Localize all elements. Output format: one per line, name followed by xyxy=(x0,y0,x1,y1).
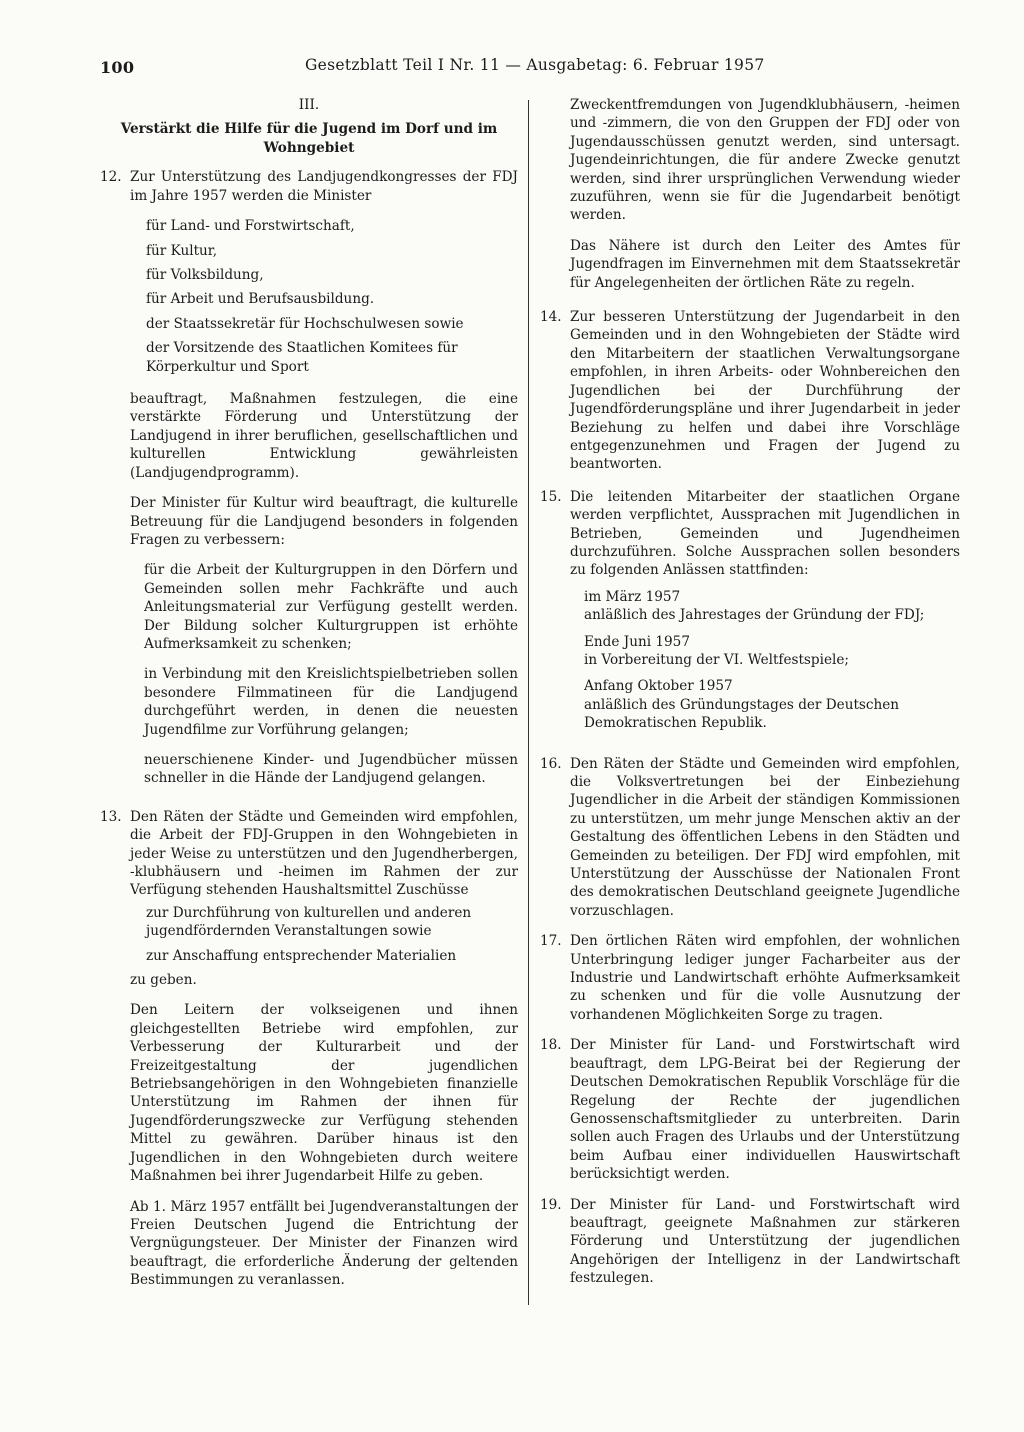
item-19-text: Der Minister für Land- und Forstwirtschaft wird beauftragt, geeignete Maßnahmen zur stärkeren Förderung und Unterstützung der jugendlichen Angehörigen der Intelligenz in der Landwirtschaft festzulegen. xyxy=(570,1196,960,1287)
list-item: für Arbeit und Berufsausbildung. xyxy=(146,291,375,308)
item-number: 12. xyxy=(100,169,122,186)
item-13-paragraph: Den Leitern der volkseigenen und ihnen gleichgestellten Betriebe wird empfohlen, zur Verbesserung der Kulturarbeit und der Freizeitgestaltung der jugendlichen Betriebsangehörigen in den Wohngebieten finanzielle Unterstützung im Rahmen der ihnen für Jugendförderungszwecke zur Verfügung stehenden Mittel zu gewähren. Darüber hinaus ist den Jugendlichen in den Wohngebieten durch weitere Maßnahmen bei ihrer Jugendarbeit Hilfe zu geben. xyxy=(130,1002,518,1185)
list-item: neuerschienene Kinder- und Jugendbücher müssen schneller in die Hände der Landjugend gelangen. xyxy=(144,751,518,787)
list-item: der Staatssekretär für Hochschulwesen sowie xyxy=(146,315,464,332)
continuation-paragraph: Zweckentfremdungen von Jugendklubhäusern, -heimen und -zimmern, die von den Gruppen der FDJ oder von Jugendausschüssen genutzt werden, sind untersagt. Jugendeinrichtungen, die für andere Zwecke genutzt werden, sind ihrer ursprünglichen Verwendung wieder zuzuführen, wenn sie für die Jugendarbeit benötigt werden. xyxy=(570,97,960,224)
section-title: Verstärkt die Hilfe für die Jugend im Dorf und im Wohngebiet xyxy=(120,121,498,157)
list-item: zur Durchführung von kulturellen und anderen jugendfördernden Veranstaltungen sowie xyxy=(146,904,472,940)
item-12-sublist xyxy=(130,561,518,787)
occasion-item xyxy=(584,677,960,732)
occasion-date: Anfang Oktober 1957 xyxy=(584,678,733,695)
item-13-list xyxy=(130,904,518,965)
item-15 xyxy=(540,488,960,741)
item-12-list xyxy=(130,217,518,376)
item-17 xyxy=(540,932,960,1024)
list-item: zur Anschaffung entsprechender Materialien xyxy=(146,947,457,964)
item-18 xyxy=(540,1036,960,1183)
item-13-intro: Den Räten der Städte und Gemeinden wird empfohlen, die Arbeit der FDJ-Gruppen in den Wohngebieten in jeder Weise zu unterstützen und den Jugendherbergen, -klubhäusern und -heimen im Rahmen der zur Verfügung stehenden Haushaltsmittel Zuschüsse xyxy=(130,808,518,899)
item-13-paragraph: Ab 1. März 1957 entfällt bei Jugendveranstaltungen der Freien Deutschen Jugend die Entrichtung der Vergnügungsteuer. Der Minister der Finanzen wird beauftragt, die erforderliche Änderung der geltenden Bestimmungen zu veranlassen. xyxy=(130,1198,518,1289)
page-header xyxy=(100,54,870,84)
item-12 xyxy=(100,168,518,787)
list-item: der Vorsitzende des Staatlichen Komitees für Körperkultur und Sport xyxy=(146,340,458,375)
list-item: für die Arbeit der Kulturgruppen in den Dörfern und Gemeinden sollen mehr Fachkräfte und auch Anleitungsmaterial zur Verfügung gestellt werden. Der Bildung solcher Kulturgruppen ist erhöhte Aufmerksamkeit zu schenken; xyxy=(144,562,518,652)
occasion-description: anläßlich des Jahrestages der Gründung der FDJ; xyxy=(584,607,925,624)
item-number: 18. xyxy=(540,1037,562,1054)
occasion-description: anläßlich des Gründungstages der Deutschen Demokratischen Republik. xyxy=(584,696,900,732)
occasion-date: Ende Juni 1957 xyxy=(584,633,690,650)
item-number: 19. xyxy=(540,1196,562,1213)
list-item: in Verbindung mit den Kreislichtspielbetrieben sollen besondere Filmmatineen für die Landjugend durchgeführt werden, in denen die neuesten Jugendfilme zur Vorführung gelangen; xyxy=(144,666,518,738)
list-item: für Kultur, xyxy=(146,242,218,259)
page-number: 100 xyxy=(100,58,135,77)
right-column xyxy=(540,96,960,1300)
item-number: 13. xyxy=(100,808,122,825)
item-15-text: Die leitenden Mitarbeiter der staatlichen Organe werden verpflichtet, Aussprachen mit Jugendlichen in Betrieben, Gemeinden und Jugendheimen durchzuführen. Solche Aussprachen sollen besonders zu folgenden Anlässen stattfinden: xyxy=(570,488,960,579)
occasion-item xyxy=(584,588,960,625)
item-17-text: Den örtlichen Räten wird empfohlen, der wohnlichen Unterbringung lediger junger Facharbeiter aus der Industrie und Landwirtschaft erhöhte Aufmerksamkeit zu schenken und für die volle Ausnutzung der vorhandenen Möglichkeiten Sorge zu tragen. xyxy=(570,933,960,1023)
item-18-text: Der Minister für Land- und Forstwirtschaft wird beauftragt, dem LPG-Beirat bei der Regierung der Deutschen Demokratischen Republik Vorschläge für die Regelung der Rechte der jugendlichen Genossenschaftsmitglieder zu unterbreiten. Darin sollen auch Fragen des Urlaubs und der Unterstützung beim Aufbau einer individuellen Hauswirtschaft berücksichtigt werden. xyxy=(570,1037,960,1183)
list-item: für Volksbildung, xyxy=(146,267,264,284)
item-13-tail: zu geben. xyxy=(130,972,197,989)
occasion-date: im März 1957 xyxy=(584,588,681,605)
section-number: III. xyxy=(298,97,320,113)
item-19 xyxy=(540,1196,960,1288)
item-number: 14. xyxy=(540,309,562,326)
item-12-intro: Zur Unterstützung des Landjugendkongresses der FDJ im Jahre 1957 werden die Minister xyxy=(130,169,518,204)
item-number: 16. xyxy=(540,755,562,772)
item-number: 15. xyxy=(540,488,562,505)
item-12-paragraph: Der Minister für Kultur wird beauftragt, die kulturelle Betreuung für die Landjugend besonders in folgenden Fragen zu verbessern: xyxy=(130,495,518,548)
running-head: Gesetzblatt Teil I Nr. 11 — Ausgabetag: 6. Februar 1957 xyxy=(305,56,765,74)
occasion-item xyxy=(584,633,960,670)
item-16-text: Den Räten der Städte und Gemeinden wird empfohlen, die Volksvertretungen bei der Einbeziehung Jugendlicher in die Arbeit der ständigen Kommissionen zu unterstützen, um mehr junge Menschen aktiv an der Gestaltung des öffentlichen Lebens in den Städten und Gemeinden zu beteiligen. Der FDJ wird empfohlen, mit Unterstützung der Ausschüsse der Nationalen Front des demokratischen Deutschland geeignete Jugendliche vorzuschlagen. xyxy=(570,755,960,919)
item-14-text: Zur besseren Unterstützung der Jugendarbeit in den Gemeinden und in den Wohngebieten der Städte wird den Mitarbeitern der staatlichen Verwaltungsorgane empfohlen, in ihren Arbeits- oder Wohnbereichen den Jugendlichen bei der Durchführung der Jugendförderungspläne und ihrer Jugendarbeit in jeder Beziehung zu helfen und dabei ihre Vorschläge entgegenzunehmen und Fragen der Jugend zu beantworten. xyxy=(570,309,960,473)
occasion-description: in Vorbereitung der VI. Weltfestspiele; xyxy=(584,651,849,668)
list-item: für Land- und Forstwirtschaft, xyxy=(146,218,355,235)
continuation-paragraph: Das Nähere ist durch den Leiter des Amtes für Jugendfragen im Einvernehmen mit dem Staatssekretär für Angelegenheiten der örtlichen Räte zu regeln. xyxy=(570,237,960,291)
item-16 xyxy=(540,755,960,921)
column-divider xyxy=(528,100,529,1305)
item-13 xyxy=(100,808,518,1290)
left-column xyxy=(100,96,518,1302)
occasion-list xyxy=(570,588,960,733)
item-12-paragraph: beauftragt, Maßnahmen festzulegen, die eine verstärkte Förderung und Unterstützung der Landjugend in ihrer beruflichen, gesellschaftlichen und kulturellen Entwicklung gewährleisten (Landjugendprogramm). xyxy=(130,391,518,481)
item-14 xyxy=(540,308,960,474)
item-number: 17. xyxy=(540,933,562,950)
